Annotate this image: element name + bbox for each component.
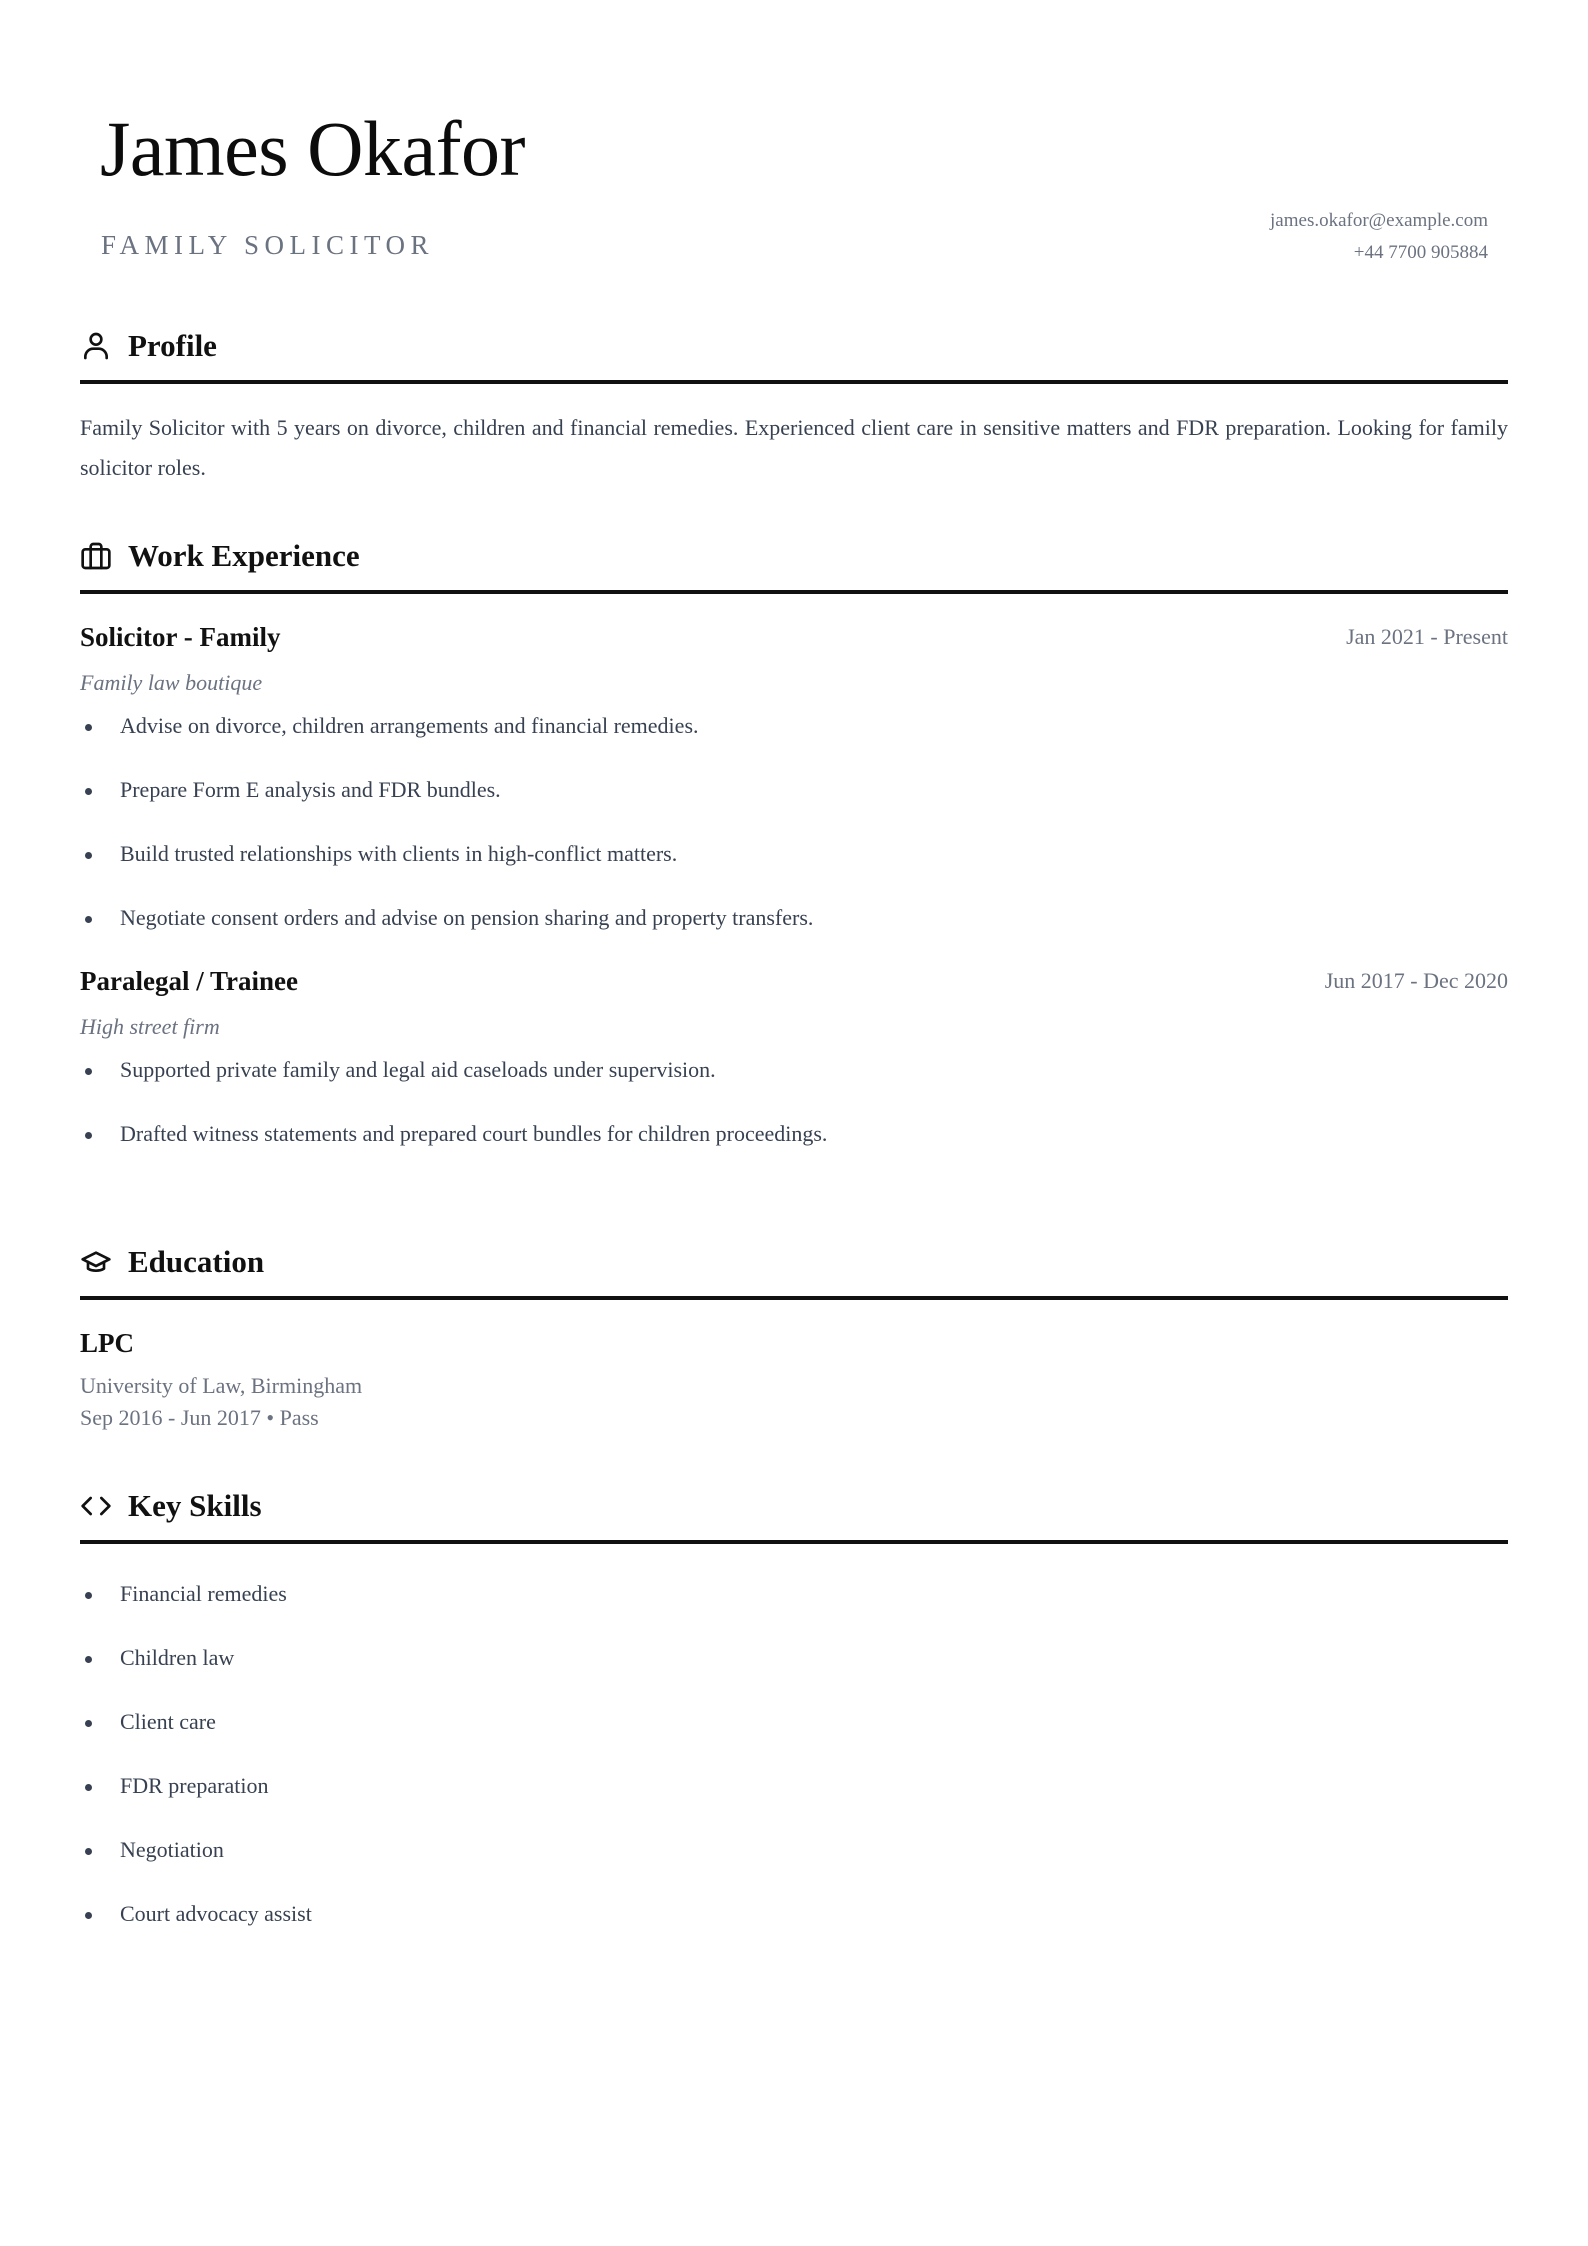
contact-phone[interactable]: +44 7700 905884 — [1353, 242, 1488, 263]
briefcase-icon — [80, 540, 112, 572]
job-dates: Jun 2017 - Dec 2020 — [1324, 968, 1508, 993]
list-item: Drafted witness statements and prepared court bundles for children proceedings. — [80, 1118, 1508, 1150]
contact-block — [1270, 205, 1488, 269]
job-dates: Jan 2021 - Present — [1346, 624, 1508, 649]
job-entry — [80, 964, 1508, 1150]
education-section — [80, 1234, 1508, 1434]
education-heading — [80, 1234, 1508, 1300]
graduation-cap-icon — [80, 1246, 112, 1278]
list-item: Negotiation — [80, 1834, 1508, 1866]
candidate-title: FAMILY SOLICITOR — [101, 230, 435, 260]
list-item: Build trusted relationships with clients in high-conflict matters. — [80, 838, 1508, 870]
experience-heading-label: Work Experience — [128, 538, 360, 573]
candidate-name: James Okafor — [100, 105, 526, 192]
education-degree: LPC — [80, 1328, 134, 1358]
contact-email[interactable]: james.okafor@example.com — [1270, 210, 1488, 231]
list-item: Financial remedies — [80, 1578, 1508, 1610]
list-item: Supported private family and legal aid caseloads under supervision. — [80, 1054, 1508, 1086]
job-role: Solicitor - Family — [80, 622, 281, 652]
profile-heading — [80, 318, 1508, 384]
education-school: University of Law, Birmingham — [80, 1373, 363, 1398]
skills-heading-label: Key Skills — [128, 1488, 262, 1523]
job-entry — [80, 620, 1508, 934]
experience-heading — [80, 528, 1508, 594]
list-item: Client care — [80, 1706, 1508, 1738]
experience-section — [80, 528, 1508, 1182]
code-brackets-icon — [80, 1490, 112, 1522]
education-details: Sep 2016 - Jun 2017 • Pass — [80, 1405, 319, 1430]
profile-heading-label: Profile — [128, 328, 217, 363]
list-item: Court advocacy assist — [80, 1898, 1508, 1930]
job-company: High street firm — [80, 1014, 220, 1039]
job-bullets — [80, 710, 1508, 934]
education-heading-label: Education — [128, 1244, 265, 1279]
user-icon — [80, 330, 112, 362]
profile-section — [80, 318, 1508, 488]
list-item: Children law — [80, 1642, 1508, 1674]
list-item: FDR preparation — [80, 1770, 1508, 1802]
list-item: Negotiate consent orders and advise on pension sharing and property transfers. — [80, 902, 1508, 934]
job-role: Paralegal / Trainee — [80, 966, 298, 996]
job-bullets — [80, 1054, 1508, 1150]
job-company: Family law boutique — [80, 670, 263, 695]
list-item: Prepare Form E analysis and FDR bundles. — [80, 774, 1508, 806]
skills-list — [80, 1578, 1508, 1930]
skills-section — [80, 1478, 1508, 1962]
skills-heading — [80, 1478, 1508, 1544]
list-item: Advise on divorce, children arrangements and financial remedies. — [80, 710, 1508, 742]
profile-summary: Family Solicitor with 5 years on divorce, children and financial remedies. Experienced client care in sensitive matters and FDR preparation. Looking for family solicitor roles. — [80, 415, 1508, 480]
